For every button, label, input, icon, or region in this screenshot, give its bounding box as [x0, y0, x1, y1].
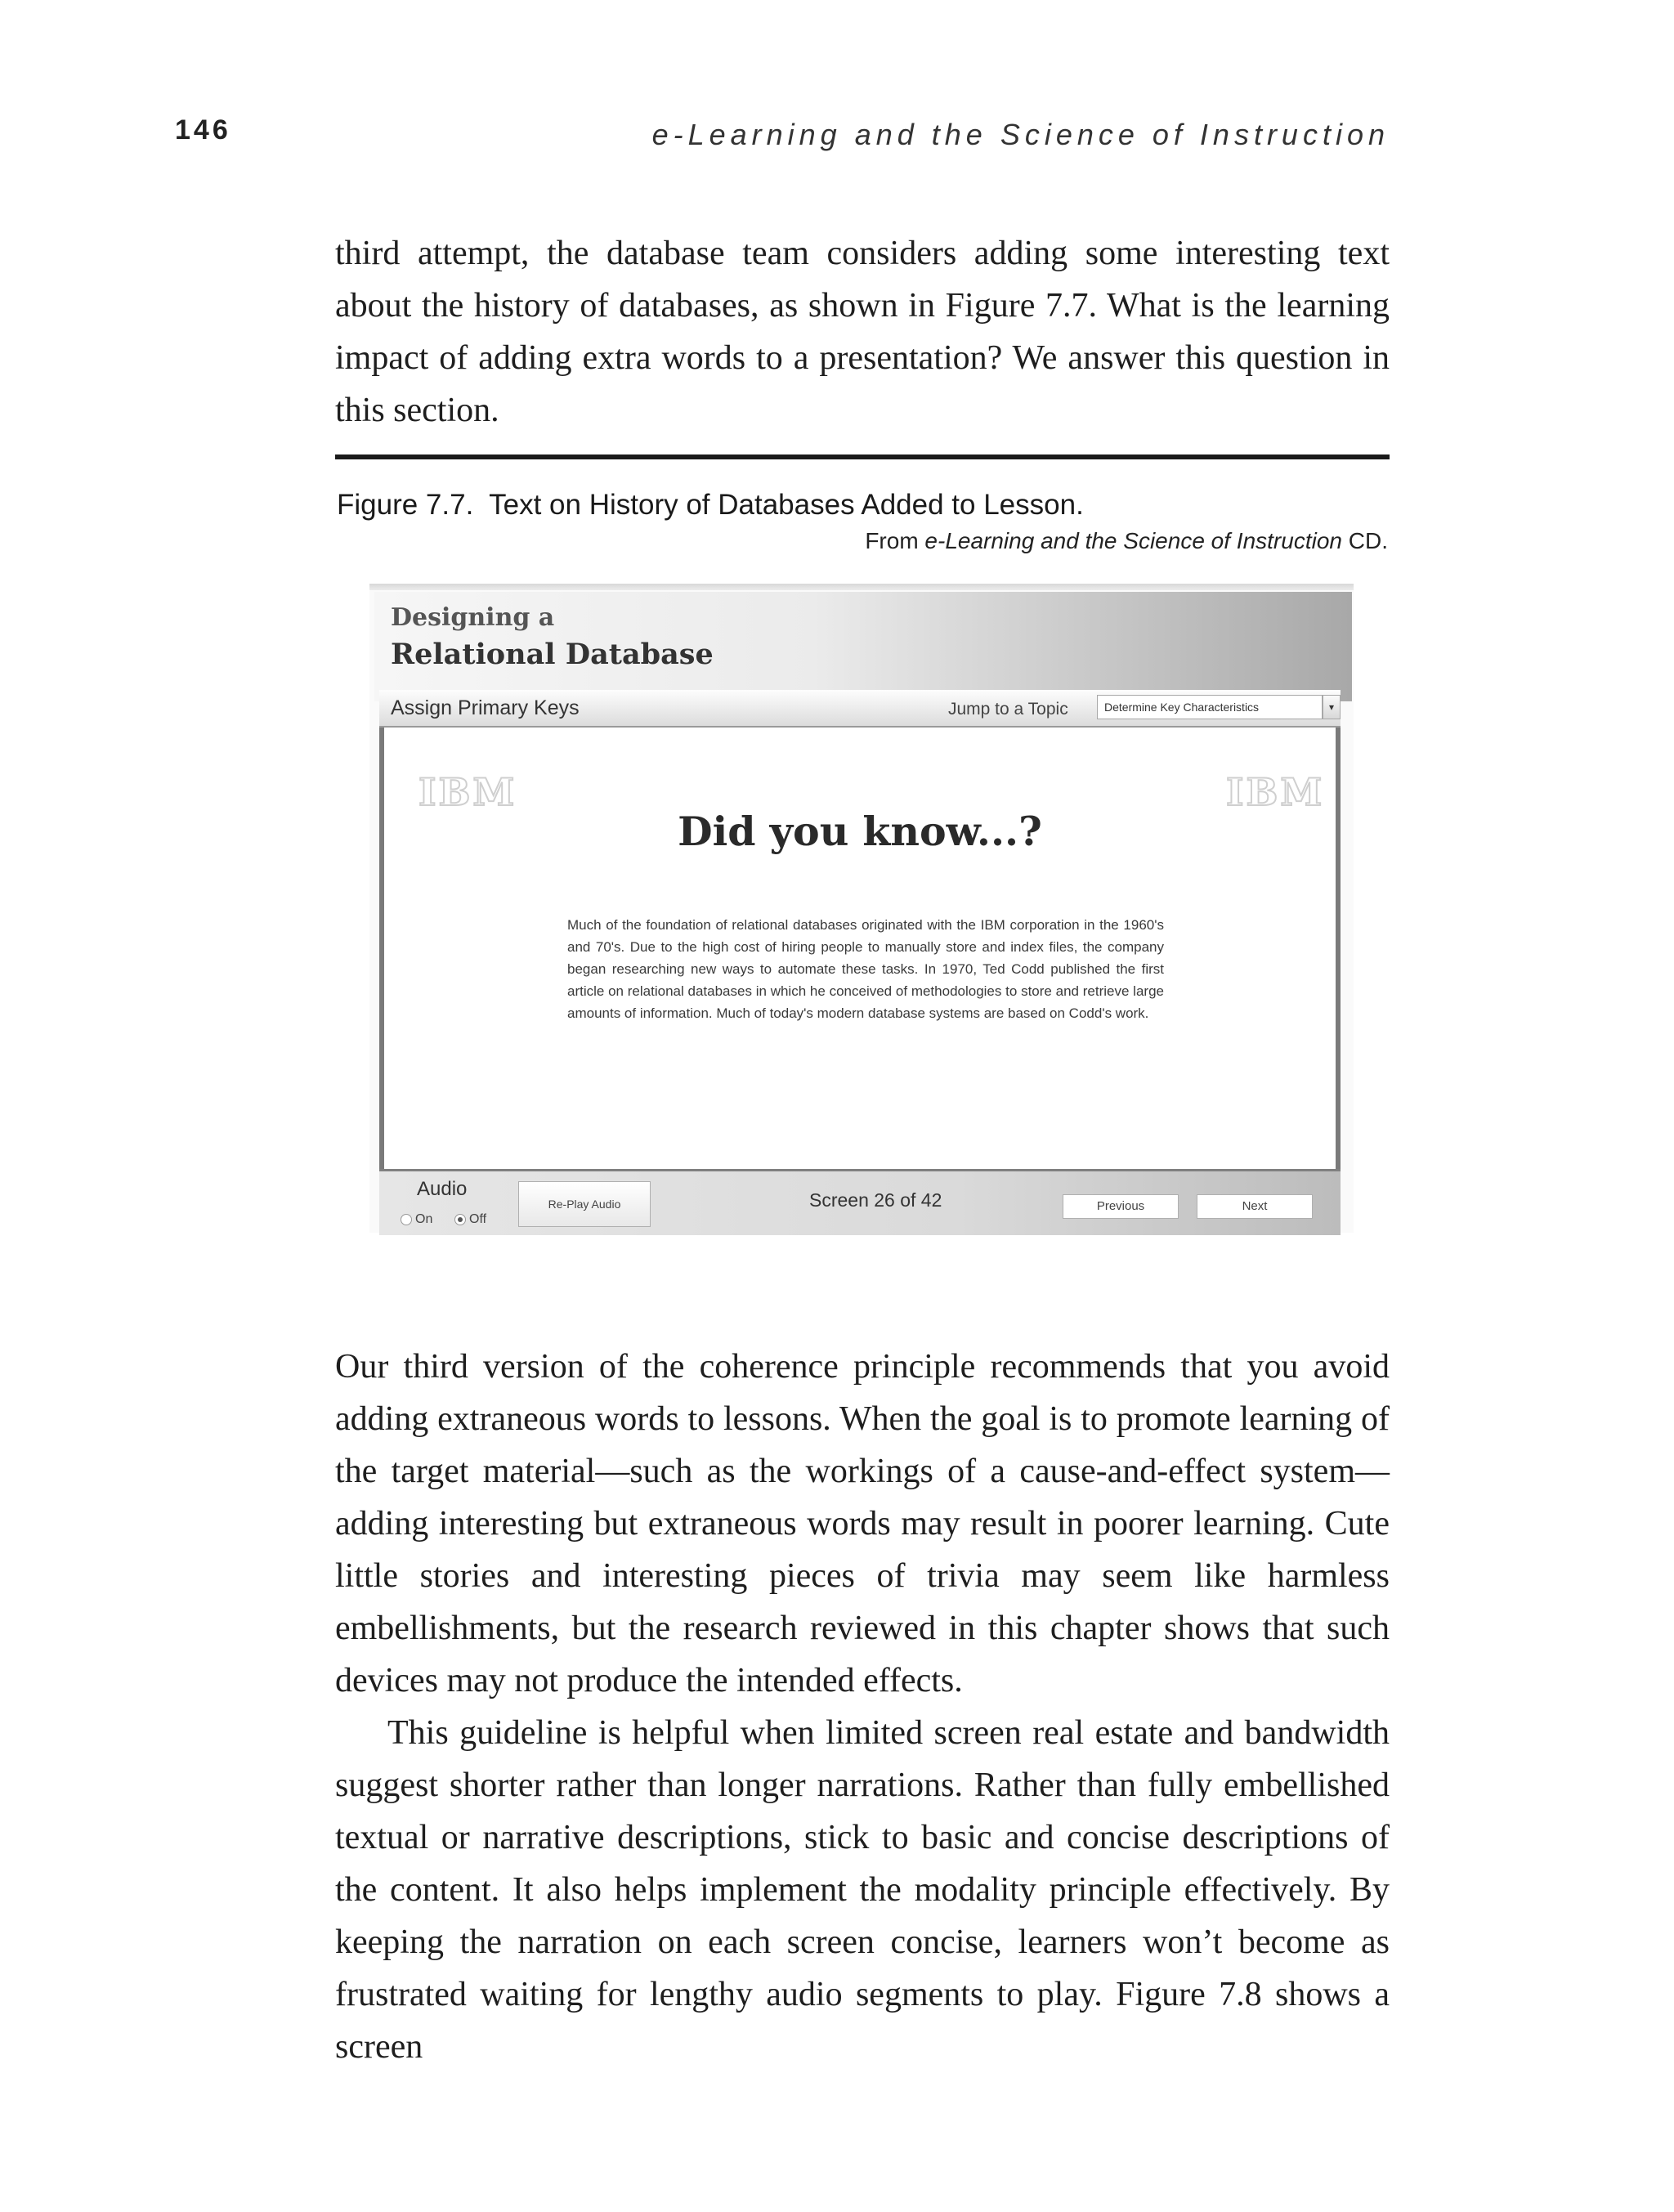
screenshot-top-border — [369, 584, 1354, 590]
did-you-know-heading: Did you know...? — [678, 808, 1042, 855]
figure-caption-title: Text on History of Databases Added to Lesson. — [489, 489, 1084, 521]
lesson-title-line-1: Designing a — [391, 603, 555, 632]
lesson-header — [374, 592, 1352, 701]
lesson-footer — [379, 1169, 1341, 1235]
figure-source-title: e-Learning and the Science of Instruction — [924, 528, 1342, 553]
intro-paragraph-block — [335, 227, 1390, 437]
figure-source-suffix: CD. — [1348, 528, 1388, 553]
lesson-title-line-2: Relational Database — [391, 638, 714, 671]
history-paragraph: Much of the foundation of relational databases originated with the IBM corporation in the 1960's and 70's. Due to the high cost of hiring people to manually store and index files, the company began researching new ways to automate these tasks. In 1970, Ted Codd published the first article on relational databases in which he conceived of methodologies to store and retrieve large amounts of information. Much of today's modern database systems are based on Codd's work. — [567, 917, 1164, 1021]
chevron-down-icon[interactable]: ▾ — [1323, 695, 1341, 719]
radio-checked-icon — [454, 1214, 466, 1225]
audio-off-radio[interactable] — [454, 1212, 486, 1227]
jump-to-topic-label: Jump to a Topic — [948, 700, 1068, 719]
figure-source-prefix: From — [865, 528, 919, 553]
figure-caption-number: Figure 7.7. — [337, 489, 474, 521]
body-paragraph-2: This guideline is helpful when limited screen real estate and bandwidth suggest shorter rather than longer narrations. Rather than fully embellished textual or narrative descriptions, stick to basic and concise descriptions of the content. It also helps implement the modality principle effectively. By keeping the narration on each screen concise, learners won’t become as frustrated waiting for lengthy audio segments to play. Figure 7.8 shows a screen — [335, 1714, 1390, 2066]
lesson-screenshot — [369, 584, 1354, 1233]
screen-counter: Screen 26 of 42 — [809, 1189, 942, 1211]
running-title: e-Learning and the Science of Instruction — [651, 118, 1390, 151]
figure-caption — [337, 489, 1084, 522]
intro-paragraph: third attempt, the database team considers adding some interesting text about the history of databases, as shown in Figure 7.7. What is the learning impact of adding extra words to a presentation? We answer this question in this section. — [335, 235, 1390, 429]
figure-source — [865, 528, 1388, 554]
ibm-logo-left: IBM — [418, 770, 517, 814]
audio-off-label: Off — [469, 1212, 487, 1226]
topic-select[interactable]: Determine Key Characteristics — [1097, 695, 1323, 719]
replay-audio-button[interactable]: Re-Play Audio — [518, 1181, 651, 1227]
section-label: Assign Primary Keys — [391, 696, 580, 719]
audio-on-label: On — [415, 1212, 433, 1226]
next-button[interactable]: Next — [1197, 1194, 1313, 1219]
ibm-logo-right: IBM — [1226, 770, 1325, 814]
page-number: 146 — [175, 114, 231, 146]
lesson-content — [379, 728, 1341, 1169]
radio-unchecked-icon — [401, 1214, 412, 1225]
audio-on-radio[interactable] — [401, 1212, 432, 1227]
body-text-block — [335, 1341, 1390, 2073]
figure-rule — [335, 454, 1390, 459]
audio-label: Audio — [417, 1178, 468, 1200]
lesson-navbar — [379, 690, 1341, 728]
body-paragraph-1: Our third version of the coherence principle recommends that you avoid adding extraneous words to lessons. When the goal is to promote learning of the target material—such as the workings of a cause-and-effect system—adding interesting but extraneous words may result in poorer learning. Cute little stories and interesting pieces of trivia may seem like harmless embellishments, but the research reviewed in this chapter shows that such devices may not produce the intended effects. — [335, 1348, 1390, 1699]
previous-button[interactable]: Previous — [1063, 1194, 1179, 1219]
